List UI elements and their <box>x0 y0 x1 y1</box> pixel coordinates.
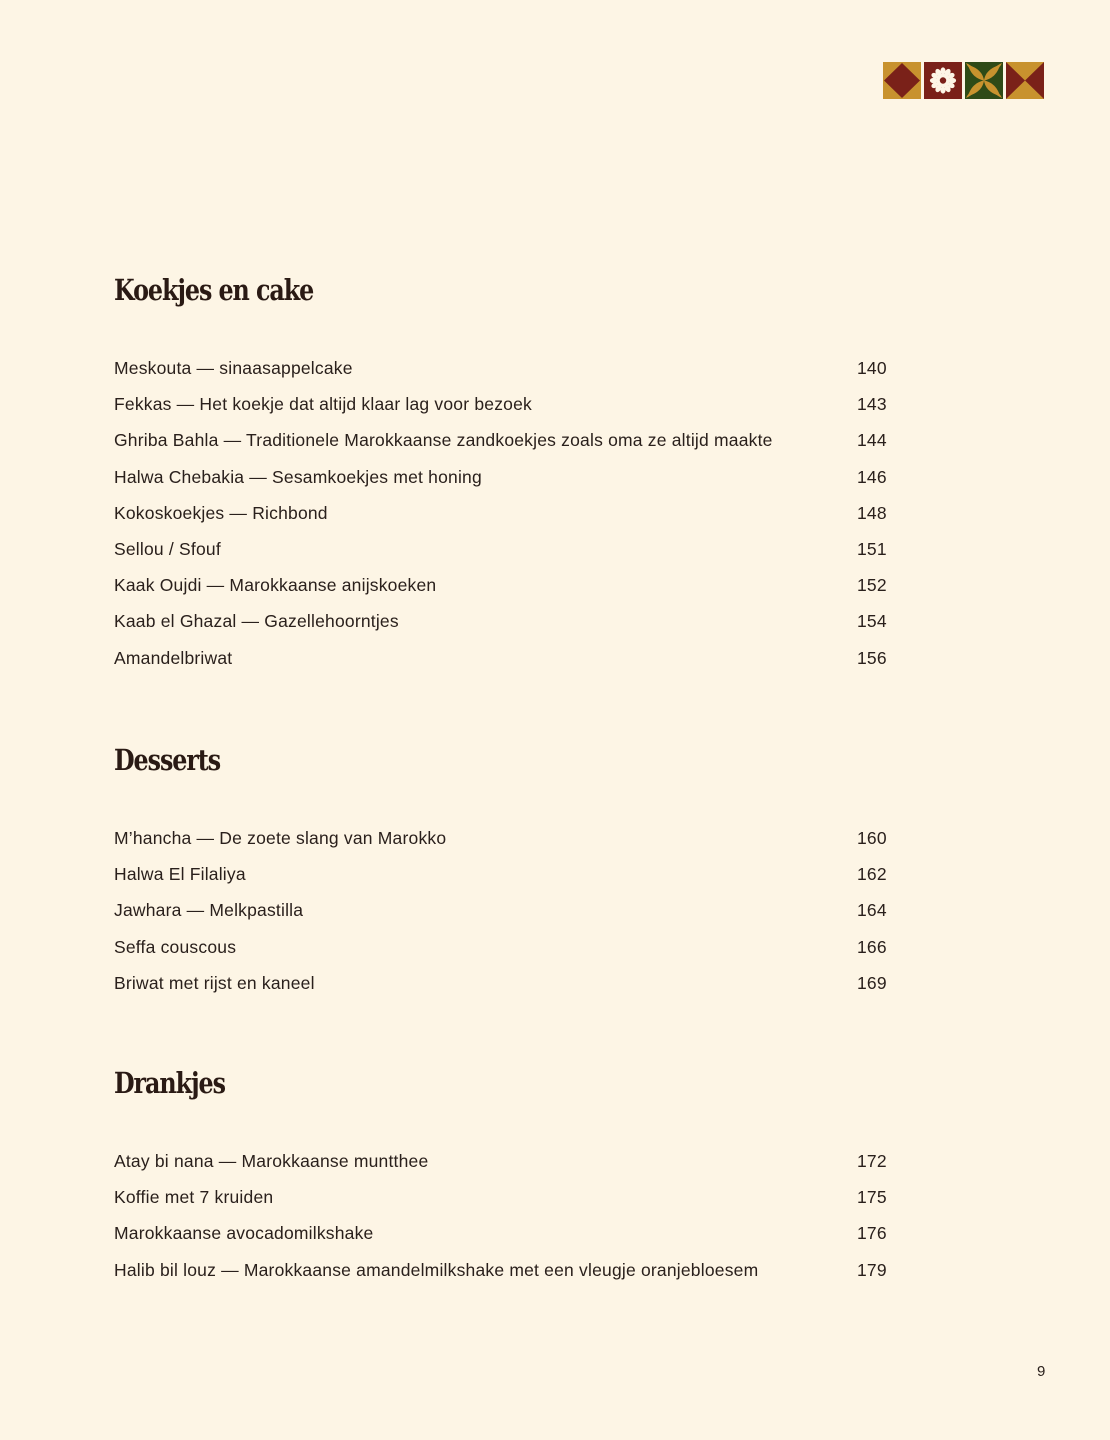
toc-section-drankjes <box>114 1063 894 1295</box>
toc-entry[interactable] <box>114 429 894 465</box>
toc-section-desserts <box>114 740 894 1008</box>
toc-entry-title: Ghriba Bahla — Traditionele Marokkaanse zandkoekjes zoals oma ze altijd maakte <box>114 430 773 451</box>
leaf-cross-tile-icon <box>965 62 1003 99</box>
toc-entry[interactable] <box>114 357 894 393</box>
section-heading: Desserts <box>114 743 221 777</box>
toc-entry-page: 172 <box>857 1151 887 1171</box>
toc-entry[interactable] <box>114 1150 894 1186</box>
toc-entry-page: 140 <box>857 358 887 378</box>
toc-entry-page: 154 <box>857 611 887 632</box>
toc-entry-title: Halwa El Filaliya <box>114 864 246 885</box>
toc-entry-page: 151 <box>857 538 887 559</box>
toc-entry-title: Fekkas — Het koekje dat altijd klaar lag voor bezoek <box>114 394 532 415</box>
toc-entry[interactable] <box>114 538 894 574</box>
section-heading: Drankjes <box>114 1066 225 1100</box>
toc-entry-title: M’hancha — De zoete slang van Marokko <box>114 828 447 848</box>
toc-entry-page: 156 <box>857 647 887 668</box>
toc-entry[interactable] <box>114 574 894 610</box>
toc-entry-title: Briwat met rijst en kaneel <box>114 972 315 993</box>
toc-entry-page: 162 <box>857 864 887 885</box>
section-heading: Koekjes en cake <box>114 273 314 307</box>
toc-entry-page: 146 <box>857 466 887 487</box>
toc-entry-page: 179 <box>857 1259 887 1280</box>
toc-entry[interactable] <box>114 466 894 502</box>
toc-entry-page: 169 <box>857 972 887 993</box>
toc-entry-page: 143 <box>857 394 887 415</box>
toc-entry-page: 175 <box>857 1187 887 1208</box>
toc-list <box>114 1150 894 1295</box>
hourglass-tile-icon <box>1006 62 1044 99</box>
toc-entry-title: Marokkaanse avocadomilkshake <box>114 1223 374 1244</box>
toc-entry-title: Kaak Oujdi — Marokkaanse anijskoeken <box>114 575 437 596</box>
toc-entry-page: 176 <box>857 1223 887 1244</box>
toc-entry[interactable] <box>114 827 894 863</box>
toc-entry-title: Sellou / Sfouf <box>114 538 221 559</box>
toc-entry[interactable] <box>114 972 894 1008</box>
toc-entry[interactable] <box>114 1222 894 1258</box>
toc-entry[interactable] <box>114 1259 894 1295</box>
toc-entry[interactable] <box>114 863 894 899</box>
toc-entry[interactable] <box>114 393 894 429</box>
toc-entry-title: Halib bil louz — Marokkaanse amandelmilkshake met een vleugje oranjebloesem <box>114 1259 759 1280</box>
toc-entry[interactable] <box>114 936 894 972</box>
toc-entry-title: Atay bi nana — Marokkaanse muntthee <box>114 1151 429 1171</box>
toc-entry-page: 152 <box>857 575 887 596</box>
toc-entry-title: Seffa couscous <box>114 936 237 957</box>
toc-entry-title: Jawhara — Melkpastilla <box>114 900 304 921</box>
toc-entry-page: 148 <box>857 502 887 523</box>
toc-entry-title: Halwa Chebakia — Sesamkoekjes met honing <box>114 466 482 487</box>
toc-entry[interactable] <box>114 610 894 646</box>
toc-entry[interactable] <box>114 899 894 935</box>
toc-entry-page: 166 <box>857 936 887 957</box>
page-number: 9 <box>1037 1363 1046 1380</box>
toc-entry-page: 144 <box>857 430 887 451</box>
toc-entry-page: 160 <box>857 828 887 848</box>
diamond-tile-icon <box>883 62 921 99</box>
toc-entry-title: Kokoskoekjes — Richbond <box>114 502 328 523</box>
toc-entry-page: 164 <box>857 900 887 921</box>
toc-entry-title: Meskouta — sinaasappelcake <box>114 358 353 378</box>
toc-list <box>114 357 894 683</box>
toc-entry-title: Kaab el Ghazal — Gazellehoorntjes <box>114 611 399 632</box>
flower-tile-icon <box>924 62 962 99</box>
toc-list <box>114 827 894 1008</box>
toc-entry[interactable] <box>114 1186 894 1222</box>
toc-entry-title: Koffie met 7 kruiden <box>114 1187 274 1208</box>
decorative-tile-strip <box>883 62 1044 99</box>
toc-section-koekjes <box>114 270 894 683</box>
toc-entry[interactable] <box>114 502 894 538</box>
toc-entry-title: Amandelbriwat <box>114 647 233 668</box>
toc-entry[interactable] <box>114 647 894 683</box>
